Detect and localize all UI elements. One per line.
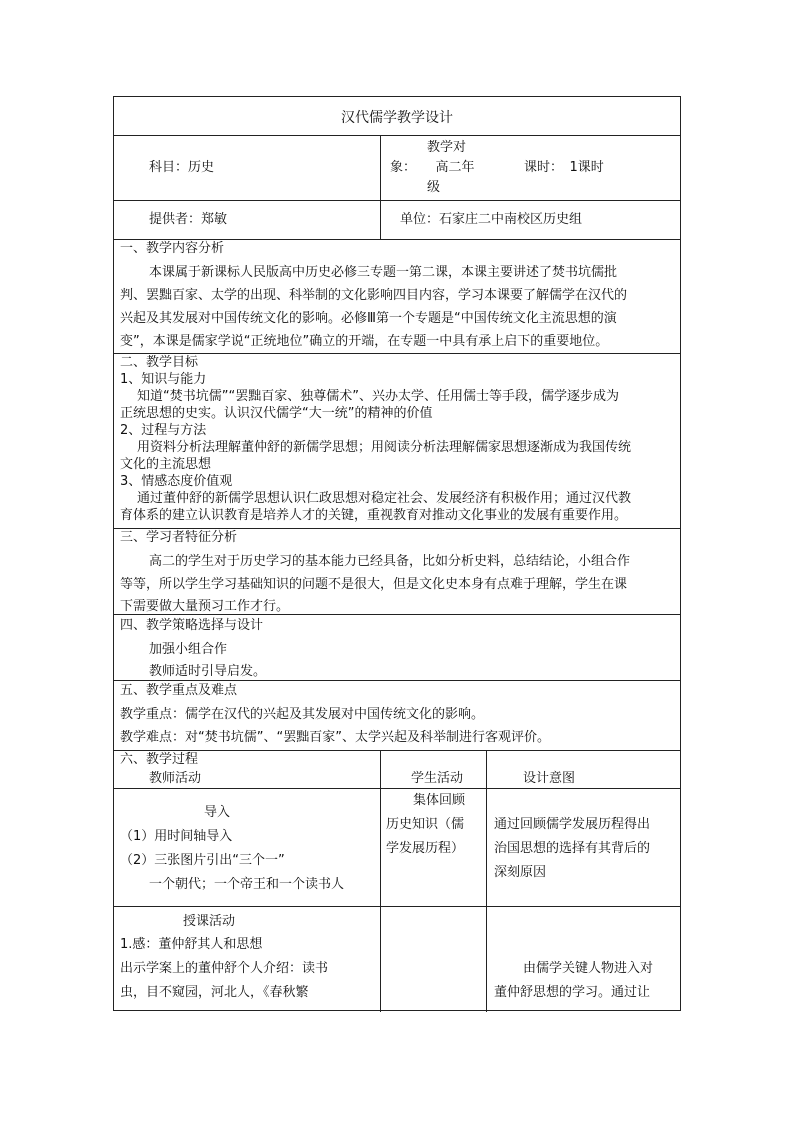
target-label-line3: 级 (427, 180, 441, 195)
section-heading-objectives: 二、教学目标 (120, 355, 199, 370)
unit-label: 单位：石家庄二中南校区历史组 (400, 212, 583, 227)
objective-text: 通过董仲舒的新儒学思想认识仁政思想对稳定社会、发展经济有积极作用；通过汉代教 (137, 491, 632, 506)
lesson-step: 出示学案上的董仲舒个人介绍：读书 (120, 961, 329, 976)
row-divider (114, 906, 680, 907)
objective-text: 正统思想的史实。认识汉代儒学“大一统”的精神的价值 (120, 406, 433, 421)
objective-text: 用资料分析法理解董仲舒的新儒学思想；用阅读分析法理解儒家思想逐渐成为我国传统 (137, 440, 632, 455)
strategy-line: 加强小组合作 (149, 642, 228, 657)
lesson-plan-table (113, 96, 681, 1011)
design-intent-line: 由儒学关键人物进入对 (523, 961, 654, 976)
design-intent-line: 治国思想的选择有其背后的 (494, 841, 651, 856)
column-header-student: 学生活动 (411, 771, 464, 786)
row-divider (114, 200, 680, 201)
design-intent-line: 深刻原因 (494, 865, 547, 880)
strategy-line: 教师适时引导启发。 (149, 664, 267, 679)
intro-step: （1）用时间轴导入 (120, 829, 233, 844)
objective-subheading: 2、过程与方法 (120, 423, 207, 438)
lesson-step: 虫，目不窥园，河北人，《春秋繁 (120, 985, 309, 1000)
section-heading-content-analysis: 一、教学内容分析 (120, 241, 225, 256)
learners-line: 等等，所以学生学习基础知识的问题不是很大，但是文化史本身有点难于理解，学生在课 (120, 577, 628, 592)
col-divider (380, 135, 381, 239)
section-heading-key-points: 五、教学重点及难点 (120, 683, 238, 698)
intro-step: （2）三张图片引出“三个一” (120, 853, 285, 868)
row-divider (114, 788, 680, 789)
row-divider (114, 750, 680, 751)
lesson-title: 授课活动 (183, 914, 236, 929)
learners-line: 高二的学生对于历史学习的基本能力已经具备，比如分析史料，总结结论，小组合作 (149, 554, 631, 569)
student-activity-line: 学发展历程） (386, 841, 465, 856)
design-intent-line: 董仲舒思想的学习。通过让 (494, 985, 651, 1000)
content-analysis-line: 变”，本课是儒家学说“正统地位”确立的开端，在专题一中具有承上启下的重要地位。 (120, 334, 609, 349)
column-header-teacher: 教师活动 (149, 771, 202, 786)
key-point-line: 教学重点：儒学在汉代的兴起及其发展对中国传统文化的影响。 (120, 707, 485, 722)
col-divider (486, 750, 487, 1012)
student-activity-line: 集体回顾 (413, 793, 466, 808)
difficult-point-line: 教学难点：对“焚书坑儒”、“罢黜百家”、太学兴起及科举制进行客观评价。 (120, 730, 550, 745)
row-divider (114, 135, 680, 136)
provider-label: 提供者：郑敏 (149, 212, 228, 227)
objective-subheading: 3、情感态度价值观 (120, 474, 233, 489)
objective-text: 育体系的建立认识教育是培养人才的关键，重视教育对推动文化事业的发展有重要作用。 (120, 508, 628, 523)
intro-step: 一个朝代；一个帝王和一个读书人 (149, 877, 345, 892)
page-title: 汉代儒学教学设计 (341, 110, 453, 126)
column-header-intent: 设计意图 (523, 771, 576, 786)
content-analysis-line: 本课属于新课标人民版高中历史必修三专题一第二课，本课主要讲述了焚书坑儒批 (149, 265, 618, 280)
intro-title: 导入 (204, 805, 231, 820)
subject-label: 科目：历史 (149, 160, 215, 175)
section-heading-process: 六、教学过程 (120, 752, 199, 767)
target-label-line1: 教学对 (427, 140, 467, 155)
design-intent-line: 通过回顾儒学发展历程得出 (494, 817, 651, 832)
hours-label: 课时： 1课时 (524, 160, 604, 175)
objective-text: 文化的主流思想 (120, 457, 212, 472)
learners-line: 下需要做大量预习工作才行。 (120, 599, 290, 614)
section-heading-learners: 三、学习者特征分析 (120, 530, 238, 545)
objective-subheading: 1、知识与能力 (120, 372, 207, 387)
content-analysis-line: 兴起及其发展对中国传统文化的影响。必修Ⅲ第一个专题是“中国传统文化主流思想的演 (120, 311, 617, 326)
content-analysis-line: 判、罢黜百家、太学的出现、科举制的文化影响四目内容，学习本课要了解儒学在汉代的 (120, 288, 628, 303)
objective-text: 知道“焚书坑儒”“罢黜百家、独尊儒术”、兴办太学、任用儒士等手段，儒学逐步成为 (137, 389, 619, 404)
lesson-step: 1.感：董仲舒其人和思想 (120, 937, 263, 952)
col-divider (380, 750, 381, 1012)
target-label-line2: 象： 高二年 (390, 160, 475, 175)
row-divider (114, 353, 680, 354)
student-activity-line: 历史知识（儒 (386, 817, 465, 832)
section-heading-strategy: 四、教学策略选择与设计 (120, 618, 264, 633)
